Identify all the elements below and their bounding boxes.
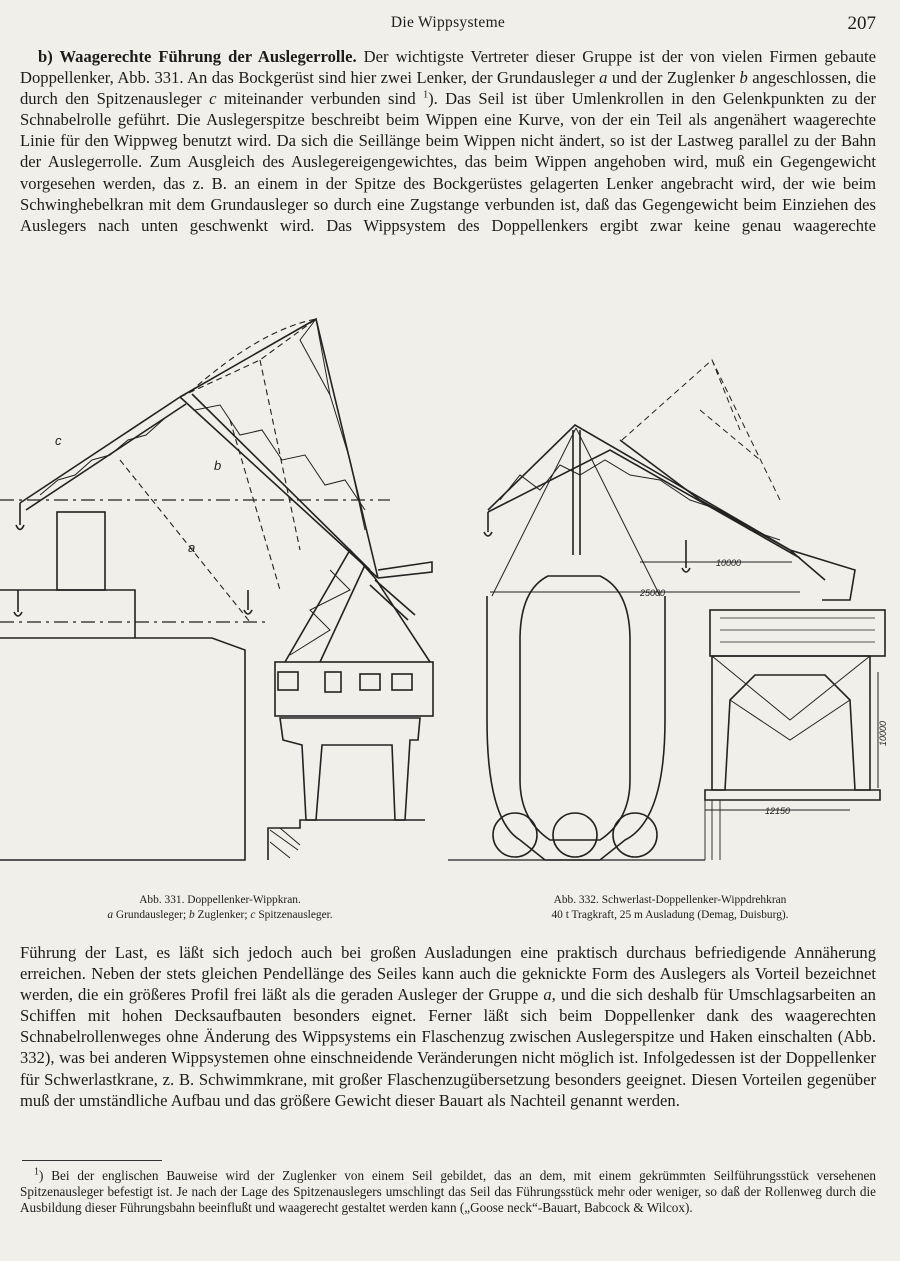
boom-lattice: [290, 570, 350, 655]
figure-332-detail: 40 t Tragkraft, 25 m Ausladung (Demag, Duisburg).: [551, 909, 789, 921]
figures-331-332: [0, 300, 900, 880]
footnote-reference: 1: [423, 89, 429, 101]
crane-window-2: [325, 672, 341, 692]
figure-331-drawing: [0, 319, 433, 860]
boom-332-lattice: [500, 460, 780, 540]
ship-mast: [573, 430, 580, 555]
dim-label-2: 25000: [640, 588, 666, 598]
crane-window-4: [392, 674, 412, 690]
deck-cabin: [57, 512, 105, 590]
footnote: [20, 1168, 876, 1217]
dim-label-1: 10000: [716, 558, 742, 568]
crane-window-3: [360, 674, 380, 690]
label-a: a: [188, 540, 196, 555]
dim-label-3: 10000: [878, 720, 888, 746]
label-c: c: [55, 433, 62, 448]
figure-331-caption: [40, 893, 400, 923]
hook-332-a: [484, 512, 492, 536]
figure-332-drawing: [448, 360, 885, 860]
footnote-marker: 1: [34, 1166, 39, 1178]
crane-window-1: [278, 672, 298, 690]
paragraph-2: Führung der Last, es läßt sich jedoch auch bei großen Ausladungen eine praktisch durchaus befriedigende Annäherung erreichen. Neben der stets gleichen Pendellänge des Seiles kann auch die geknickte Form des Auslegers als Vorteil bezeichnet werden, die ein größeres Profil frei läßt als die geraden Ausleger der Gruppe a, und die sich deshalb für Umschlagsarbeiten an Schiffen mit hohen Decksaufbauten besonders eignet. Ferner läßt sich beim Doppellenker dank des waagerechten Schnabelrollenweges ohne Änderung des Wippsystems ein Flaschenzug zwischen Auslegerspitze und Haken einschalten (Abb. 332), was bei anderen Wippsystemen ohne einschneidende Veränderungen nicht möglich ist. Infolgedessen ist der Doppellenker für Schwerlastkrane, z. B. Schwimmkrane, mit großer Flaschenzugübersetzung besonders geeignet. Diesen Vorteilen gegenüber muß der umständliche Aufbau und das größere Gewicht dieser Bauart als Nachteil genannt werden.: [20, 943, 876, 1110]
dim-label-4: 12150: [765, 806, 791, 816]
quay-332: [705, 790, 880, 800]
figure-331-title: Abb. 331. Doppellenker-Wippkran.: [139, 894, 301, 906]
quay-hatching: [705, 800, 720, 860]
mast-rigging: [492, 428, 660, 596]
house-grid: [720, 618, 875, 642]
ship-hull: [0, 638, 245, 860]
hull-circle-3: [613, 813, 657, 857]
figure-332-title: Abb. 332. Schwerlast-Doppellenker-Wippdrehkran: [553, 894, 787, 906]
hull-circle-1: [493, 813, 537, 857]
quay-hatch: [270, 828, 300, 858]
crane-portal: [280, 718, 420, 820]
label-b: b: [214, 458, 222, 473]
hook-left: [16, 503, 24, 530]
jib-332-dashed: [622, 360, 780, 500]
portal-lattice: [712, 656, 870, 740]
grundausleger-a: [180, 394, 378, 578]
ship-hull-332: [487, 596, 665, 860]
hook-lower-2: [14, 590, 22, 616]
spitzenausleger-c: [20, 397, 186, 510]
crane-portal-332: [712, 656, 870, 790]
running-title: Die Wippsysteme: [390, 14, 506, 31]
page-header: [20, 14, 876, 38]
page-number: 207: [847, 13, 876, 34]
footnote-text: ) Bei der englischen Bauweise wird der Zuglenker von einem Seil gebildet, das an dem, mit einem gekrümmten Seilführungsstück versehenen Spitzenausleger befestigt ist. Je nach der Lage des Spitzenauslegers umschlingt das Seil das Führungsstück mehr oder weniger, so daß der Rollenweg durch die Ausbildung dieser Führungsbahn beeinflußt und waagerecht gestaltet werden kann („Goose neck“-Bauart, Babcock & Wilcox).: [20, 1168, 876, 1216]
section-heading: b) Waagerechte Führung der Auslegerrolle.: [38, 47, 357, 66]
counterweight-lever: [370, 580, 415, 620]
crane-house-332: [710, 610, 885, 656]
hull-circle-2: [553, 813, 597, 857]
boom-frame: [285, 550, 430, 662]
quay-wall: [268, 820, 425, 860]
counterweight-arm: [378, 562, 432, 578]
zuglenker-lattice: [300, 319, 365, 530]
hook-332-b: [682, 540, 690, 572]
ship-inner: [520, 576, 630, 840]
footnote-rule: [22, 1160, 162, 1161]
figure-331-legend: a Grundausleger; b Zuglenker; c Spitzenausleger.: [107, 909, 333, 921]
paragraph-1: b) Waagerechte Führung der Auslegerrolle. Der wichtigste Vertreter dieser Gruppe ist der von vielen Firmen gebaute Doppellenker, Abb. 331. An das Bockgerüst sind hier zwei Lenker, der Grundausleger a und der Zuglenker b angeschlossen, die durch den Spitzenausleger c miteinander verbunden sind $^1$). Das Seil ist über Umlenkrollen in den Gelenkpunkten zu der Schnabelrolle geführt. Die Auslegerspitze beschreibt beim Wippen eine Kurve, von der ein Teil als angenähert waagerechte Linie für den Wippweg benutzt wird. Da sich die Seillänge beim Wippen nicht ändert, so ist der Lastweg parallel zu der Bahn der Auslegerrolle. Zum Ausgleich des Auslegereigengewichtes, das beim Wippen angehoben wird, muß ein Gegengewicht vorgesehen werden, das z. B. an einem in der Spitze des Bockgerüstes gelagerten Lenker angebracht wird, der wie beim Schwinghebelkran mit dem Grundausleger so durch eine Zugstange verbunden ist, daß das Gegengewicht beim Einziehen des Auslegers nach unten geschwenkt wird. Das Wippsystem des Doppellenkers ergibt zwar keine genau waagerechte: [20, 47, 877, 235]
hook-lower: [244, 590, 252, 614]
figure-332-caption: [460, 893, 880, 923]
